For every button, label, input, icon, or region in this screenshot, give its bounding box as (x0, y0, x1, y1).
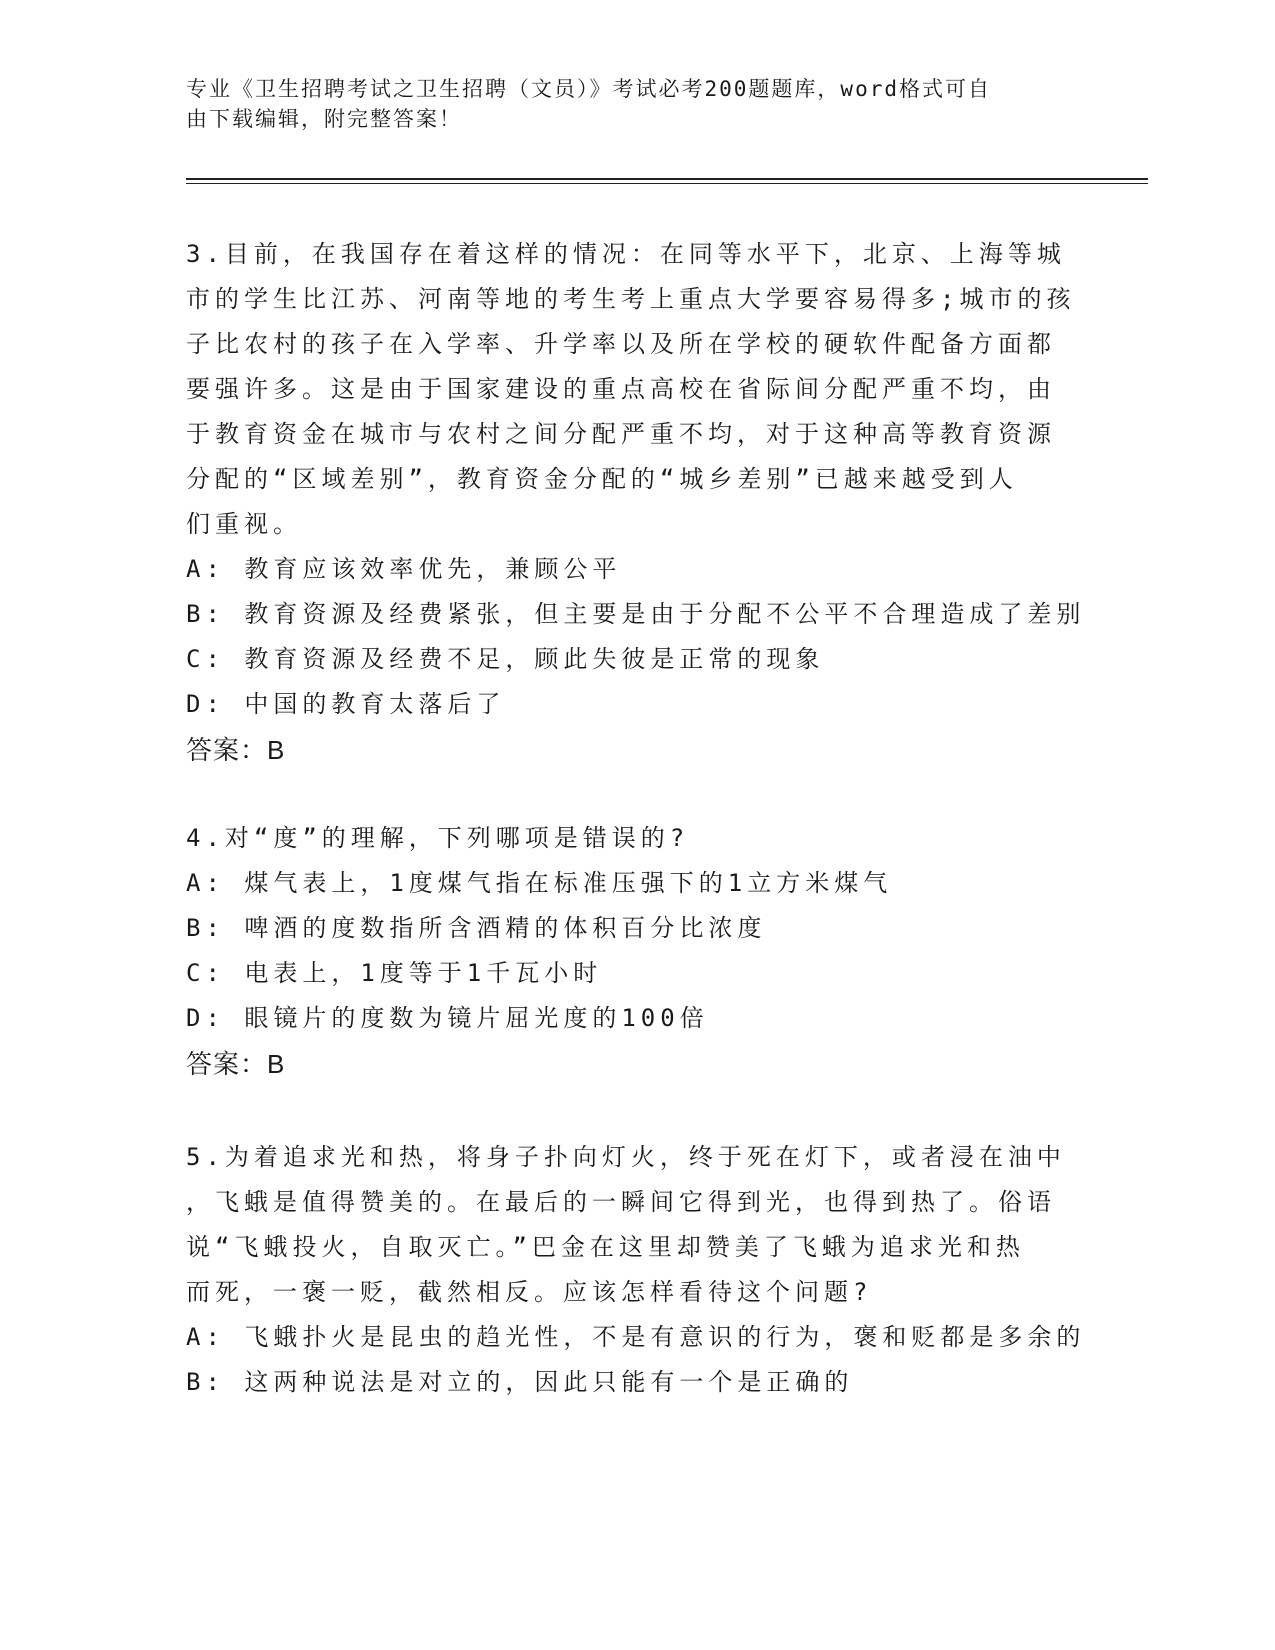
question-3 (186, 232, 1086, 773)
option-c: C: 电表上，1度等于1千瓦小时 (186, 959, 603, 987)
answer-line: 答案：B (186, 1049, 286, 1079)
question-stem: 5.为着追求光和热，将身子扑向灯火，终于死在灯下，或者浸在油中 ，飞蛾是值得赞美的。在最后的一瞬间它得到光，也得到热了。俗语 说“飞蛾投火，自取灭亡。”巴金在这里却赞美了飞蛾为追求光和热 而死，一褒一贬，截然相反。应该怎样看待这个问题? (186, 1143, 1066, 1306)
option-b: B: 啤酒的度数指所含酒精的体积百分比浓度 (186, 914, 767, 942)
header-line-1: 专业《卫生招聘考试之卫生招聘（文员）》考试必考200题题库，word格式可自 (186, 77, 991, 101)
option-b: B: 教育资源及经费紧张，但主要是由于分配不公平不合理造成了差别 (186, 600, 1086, 628)
option-d: D: 中国的教育太落后了 (186, 690, 506, 718)
option-d: D: 眼镜片的度数为镜片屈光度的100倍 (186, 1004, 709, 1032)
question-stem: 4.对“度”的理解，下列哪项是错误的? (186, 824, 690, 852)
header-divider-thick (186, 178, 1148, 180)
question-stem: 3.目前，在我国存在着这样的情况：在同等水平下，北京、上海等城 市的学生比江苏、河南等地的考生考上重点大学要容易得多;城市的孩 子比农村的孩子在入学率、升学率以及所在学校的硬软件配备方面都 要强许多。这是由于国家建设的重点高校在省际间分配严重不均，由 于教育资金在城市与农村之间分配严重不均，对于这种高等教育资源 分配的“区域差别”，教育资金分配的“城乡差别”已越来越受到人 们重视。 (186, 240, 1076, 538)
header-divider-thin (186, 183, 1148, 184)
option-a: A: 教育应该效率优先，兼顾公平 (186, 555, 622, 583)
document-header (186, 74, 1066, 134)
question-5 (186, 1135, 1086, 1405)
answer-line: 答案：B (186, 735, 286, 765)
question-4 (186, 816, 1086, 1087)
option-a: A: 飞蛾扑火是昆虫的趋光性，不是有意识的行为，褒和贬都是多余的 (186, 1323, 1086, 1351)
option-c: C: 教育资源及经费不足，顾此失彼是正常的现象 (186, 645, 825, 673)
option-b: B: 这两种说法是对立的，因此只能有一个是正确的 (186, 1368, 854, 1396)
option-a: A: 煤气表上，1度煤气指在标准压强下的1立方米煤气 (186, 869, 893, 897)
header-line-2: 由下载编辑，附完整答案！ (186, 107, 462, 131)
